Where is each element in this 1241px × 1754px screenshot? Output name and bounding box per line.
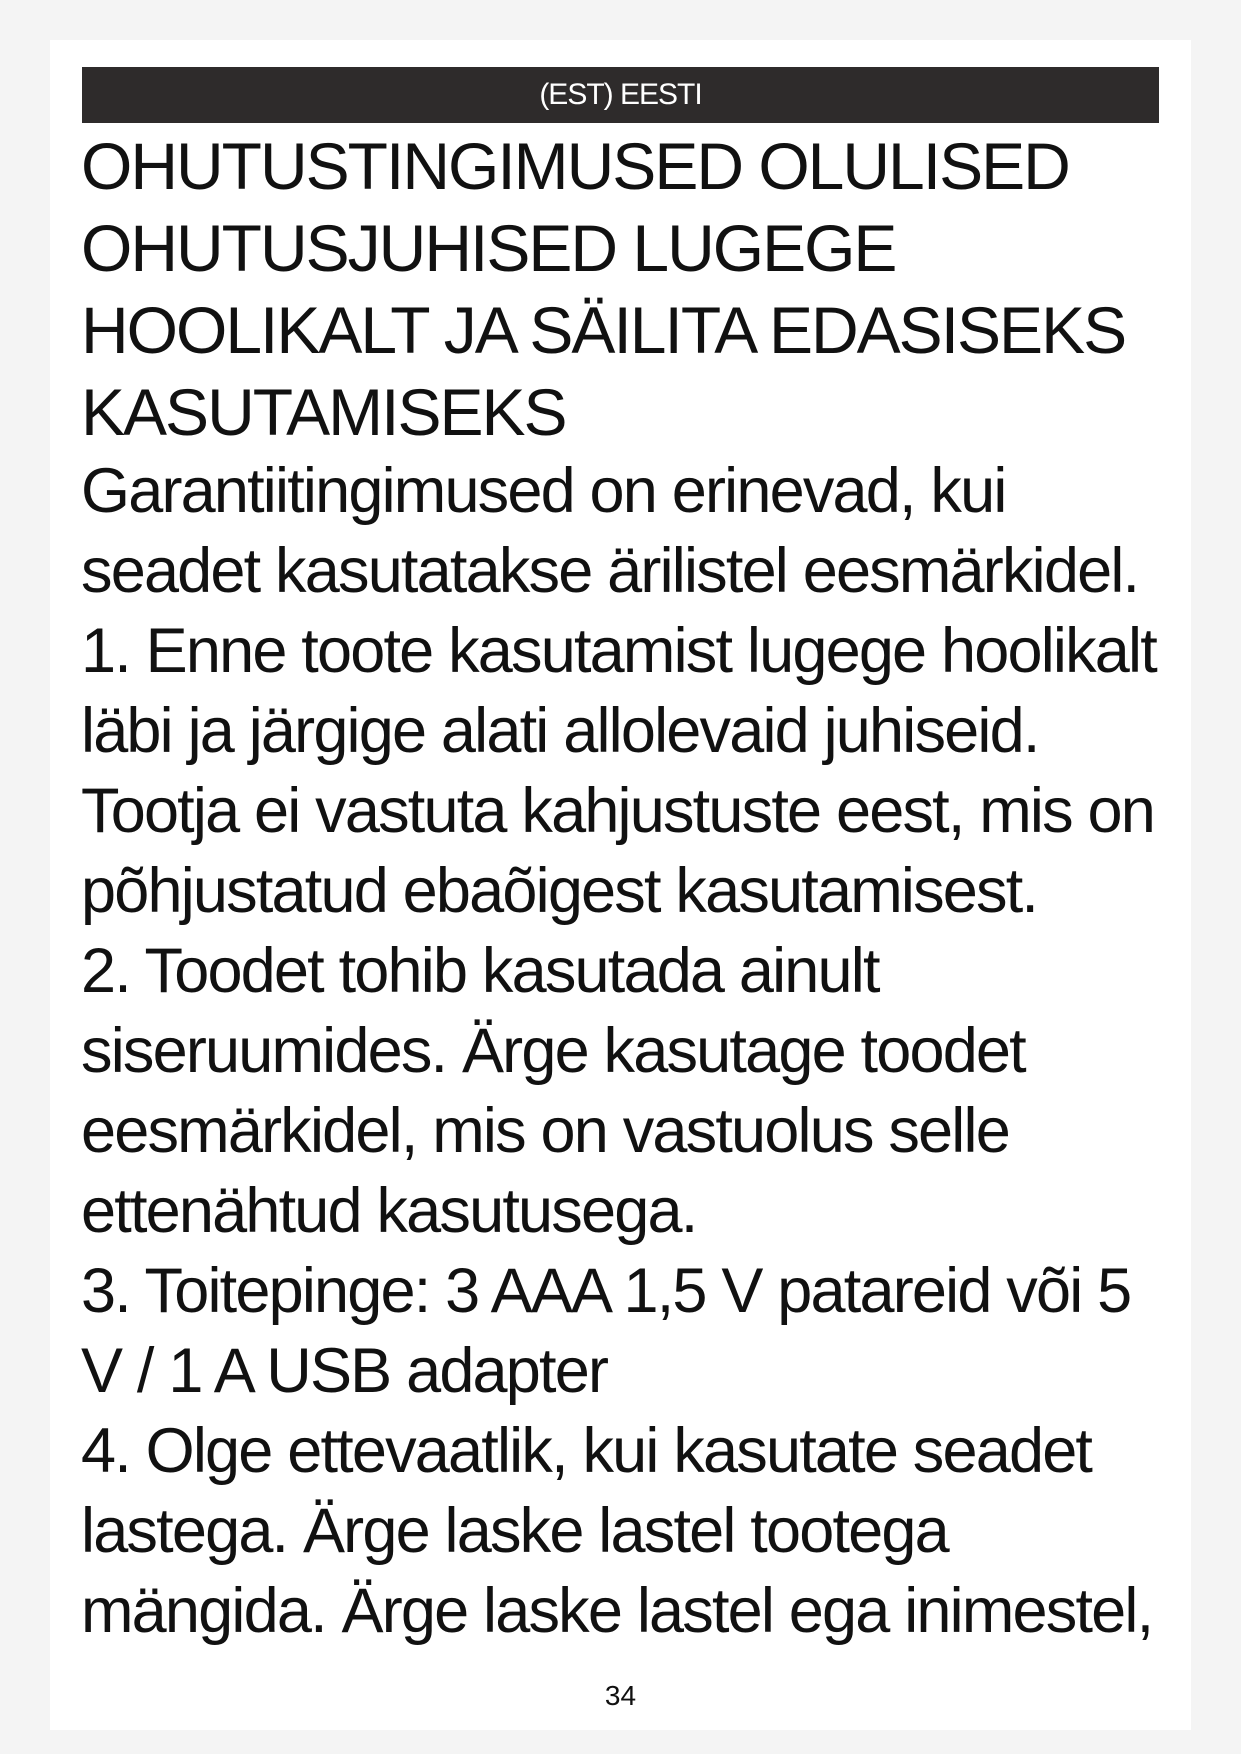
- page-number: 34: [604, 1680, 637, 1711]
- instruction-item-3: 3. Toitepinge: 3 AAA 1,5 V patareid või 5 V / 1 A USB adapter: [81, 1256, 1131, 1406]
- language-label: (EST) EESTI: [539, 78, 702, 111]
- instruction-item-1: 1. Enne toote kasutamist lugege hoolikalt läbi ja järgige alati allolevaid juhiseid. Tootja ei vastuta kahjustuste eest, mis on põhjustatud ebaõigest kasutamisest.: [81, 616, 1156, 926]
- document-content: [81, 125, 1171, 1651]
- instruction-item-2: 2. Toodet tohib kasutada ainult siseruumides. Ärge kasutage toodet eesmärkidel, mis on vastuolus selle ettenähtud kasutusega.: [81, 936, 1025, 1246]
- document-page: [50, 40, 1191, 1730]
- language-header-bar: [82, 67, 1159, 123]
- safety-heading: OHUTUSTINGIMUSED OLULISED OHUTUSJUHISED LUGEGE HOOLIKALT JA SÄILITA EDASISEKS KASUTAMISEKS: [81, 129, 1126, 449]
- warranty-note: Garantiitingimused on erinevad, kui seadet kasutatakse ärilistel eesmärkidel.: [81, 456, 1139, 606]
- instruction-item-4: 4. Olge ettevaatlik, kui kasutate seadet lastega. Ärge laske lastel tootega mängida. Ärge laske lastel ega inimestel,: [81, 1416, 1153, 1646]
